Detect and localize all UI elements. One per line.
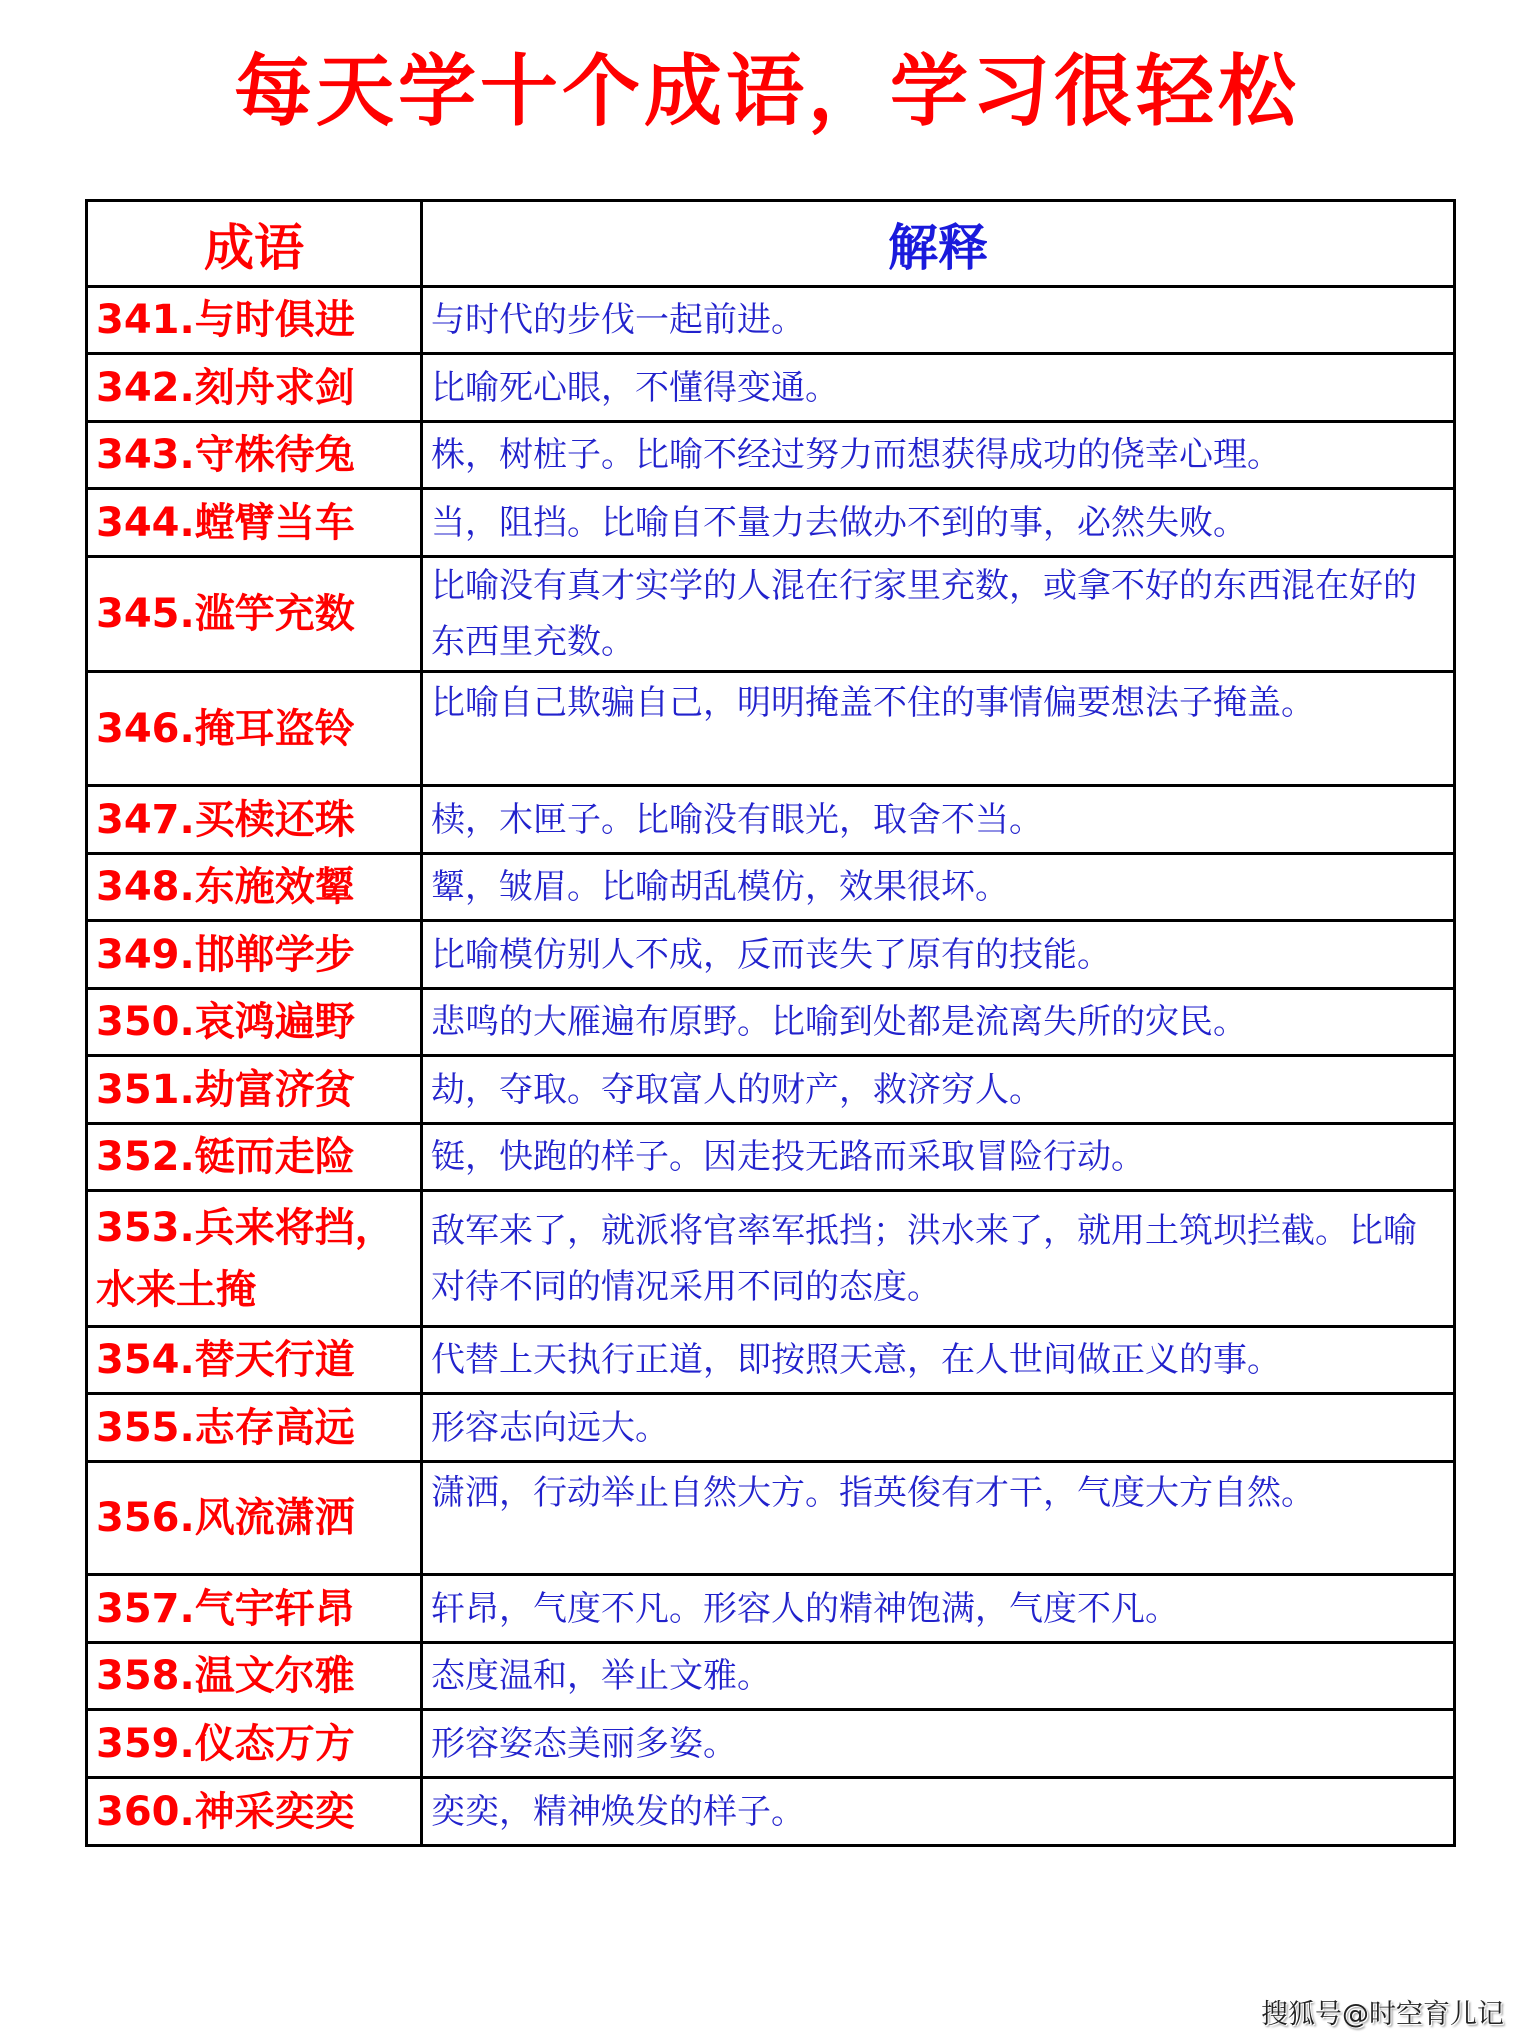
idiom-table bbox=[85, 199, 1456, 1847]
table-header-row bbox=[87, 201, 1455, 287]
idiom-cell: 353.兵来将挡，水来土掩 bbox=[87, 1191, 422, 1327]
table-row bbox=[87, 1056, 1455, 1124]
explanation-cell: 当，阻挡。比喻自不量力去做办不到的事，必然失败。 bbox=[422, 489, 1455, 557]
table-row bbox=[87, 1462, 1455, 1575]
table-row bbox=[87, 287, 1455, 354]
idiom-cell: 358.温文尔雅 bbox=[87, 1643, 422, 1710]
explanation-cell: 劫，夺取。夺取富人的财产，救济穷人。 bbox=[422, 1056, 1455, 1124]
explanation-cell: 株，树桩子。比喻不经过努力而想获得成功的侥幸心理。 bbox=[422, 422, 1455, 489]
explanation-cell: 悲鸣的大雁遍布原野。比喻到处都是流离失所的灾民。 bbox=[422, 989, 1455, 1056]
explanation-cell: 比喻没有真才实学的人混在行家里充数，或拿不好的东西混在好的东西里充数。 bbox=[422, 557, 1455, 672]
explanation-cell: 比喻模仿别人不成，反而丧失了原有的技能。 bbox=[422, 921, 1455, 989]
explanation-cell: 颦，皱眉。比喻胡乱模仿，效果很坏。 bbox=[422, 854, 1455, 921]
explanation-cell: 比喻死心眼，不懂得变通。 bbox=[422, 354, 1455, 422]
explanation-cell: 形容姿态美丽多姿。 bbox=[422, 1710, 1455, 1778]
explanation-cell: 轩昂，气度不凡。形容人的精神饱满，气度不凡。 bbox=[422, 1575, 1455, 1643]
idiom-cell: 351.劫富济贫 bbox=[87, 1056, 422, 1124]
explanation-cell: 铤，快跑的样子。因走投无路而采取冒险行动。 bbox=[422, 1124, 1455, 1191]
idiom-cell: 352.铤而走险 bbox=[87, 1124, 422, 1191]
idiom-cell: 357.气宇轩昂 bbox=[87, 1575, 422, 1643]
explanation-cell: 形容志向远大。 bbox=[422, 1394, 1455, 1462]
idiom-cell: 348.东施效颦 bbox=[87, 854, 422, 921]
table-row bbox=[87, 1191, 1455, 1327]
explanation-cell: 比喻自己欺骗自己，明明掩盖不住的事情偏要想法子掩盖。 bbox=[422, 672, 1455, 786]
explanation-cell: 敌军来了，就派将官率军抵挡；洪水来了，就用土筑坝拦截。比喻对待不同的情况采用不同的态度。 bbox=[422, 1191, 1455, 1327]
table-row bbox=[87, 672, 1455, 786]
table-row bbox=[87, 354, 1455, 422]
idiom-cell: 355.志存高远 bbox=[87, 1394, 422, 1462]
explanation-cell: 代替上天执行正道，即按照天意，在人世间做正义的事。 bbox=[422, 1327, 1455, 1394]
explanation-cell: 椟，木匣子。比喻没有眼光，取舍不当。 bbox=[422, 786, 1455, 854]
explanation-cell: 奕奕，精神焕发的样子。 bbox=[422, 1778, 1455, 1846]
idiom-cell: 342.刻舟求剑 bbox=[87, 354, 422, 422]
idiom-cell: 354.替天行道 bbox=[87, 1327, 422, 1394]
header-explanation: 解释 bbox=[422, 201, 1455, 287]
idiom-cell: 349.邯郸学步 bbox=[87, 921, 422, 989]
header-idiom: 成语 bbox=[87, 201, 422, 287]
table-row bbox=[87, 1643, 1455, 1710]
table-body bbox=[87, 287, 1455, 1846]
idiom-cell: 359.仪态万方 bbox=[87, 1710, 422, 1778]
table-row bbox=[87, 422, 1455, 489]
explanation-cell: 潇洒，行动举止自然大方。指英俊有才干，气度大方自然。 bbox=[422, 1462, 1455, 1575]
idiom-cell: 345.滥竽充数 bbox=[87, 557, 422, 672]
table-row bbox=[87, 489, 1455, 557]
table-row bbox=[87, 989, 1455, 1056]
idiom-cell: 341.与时俱进 bbox=[87, 287, 422, 354]
table-row bbox=[87, 1394, 1455, 1462]
table-row bbox=[87, 1124, 1455, 1191]
table-row bbox=[87, 1778, 1455, 1846]
page-title: 每天学十个成语，学习很轻松 bbox=[233, 47, 1300, 137]
explanation-cell: 态度温和，举止文雅。 bbox=[422, 1643, 1455, 1710]
table-row bbox=[87, 1327, 1455, 1394]
explanation-cell: 与时代的步伐一起前进。 bbox=[422, 287, 1455, 354]
table-row bbox=[87, 786, 1455, 854]
idiom-cell: 360.神采奕奕 bbox=[87, 1778, 422, 1846]
idiom-cell: 350.哀鸿遍野 bbox=[87, 989, 422, 1056]
idiom-cell: 346.掩耳盗铃 bbox=[87, 672, 422, 786]
table-row bbox=[87, 1710, 1455, 1778]
idiom-cell: 344.螳臂当车 bbox=[87, 489, 422, 557]
table-row bbox=[87, 1575, 1455, 1643]
table-row bbox=[87, 854, 1455, 921]
idiom-cell: 343.守株待兔 bbox=[87, 422, 422, 489]
idiom-cell: 347.买椟还珠 bbox=[87, 786, 422, 854]
idiom-cell: 356.风流潇洒 bbox=[87, 1462, 422, 1575]
table-row bbox=[87, 557, 1455, 672]
table-row bbox=[87, 921, 1455, 989]
watermark: 搜狐号@时空育儿记 bbox=[1261, 1999, 1504, 2030]
